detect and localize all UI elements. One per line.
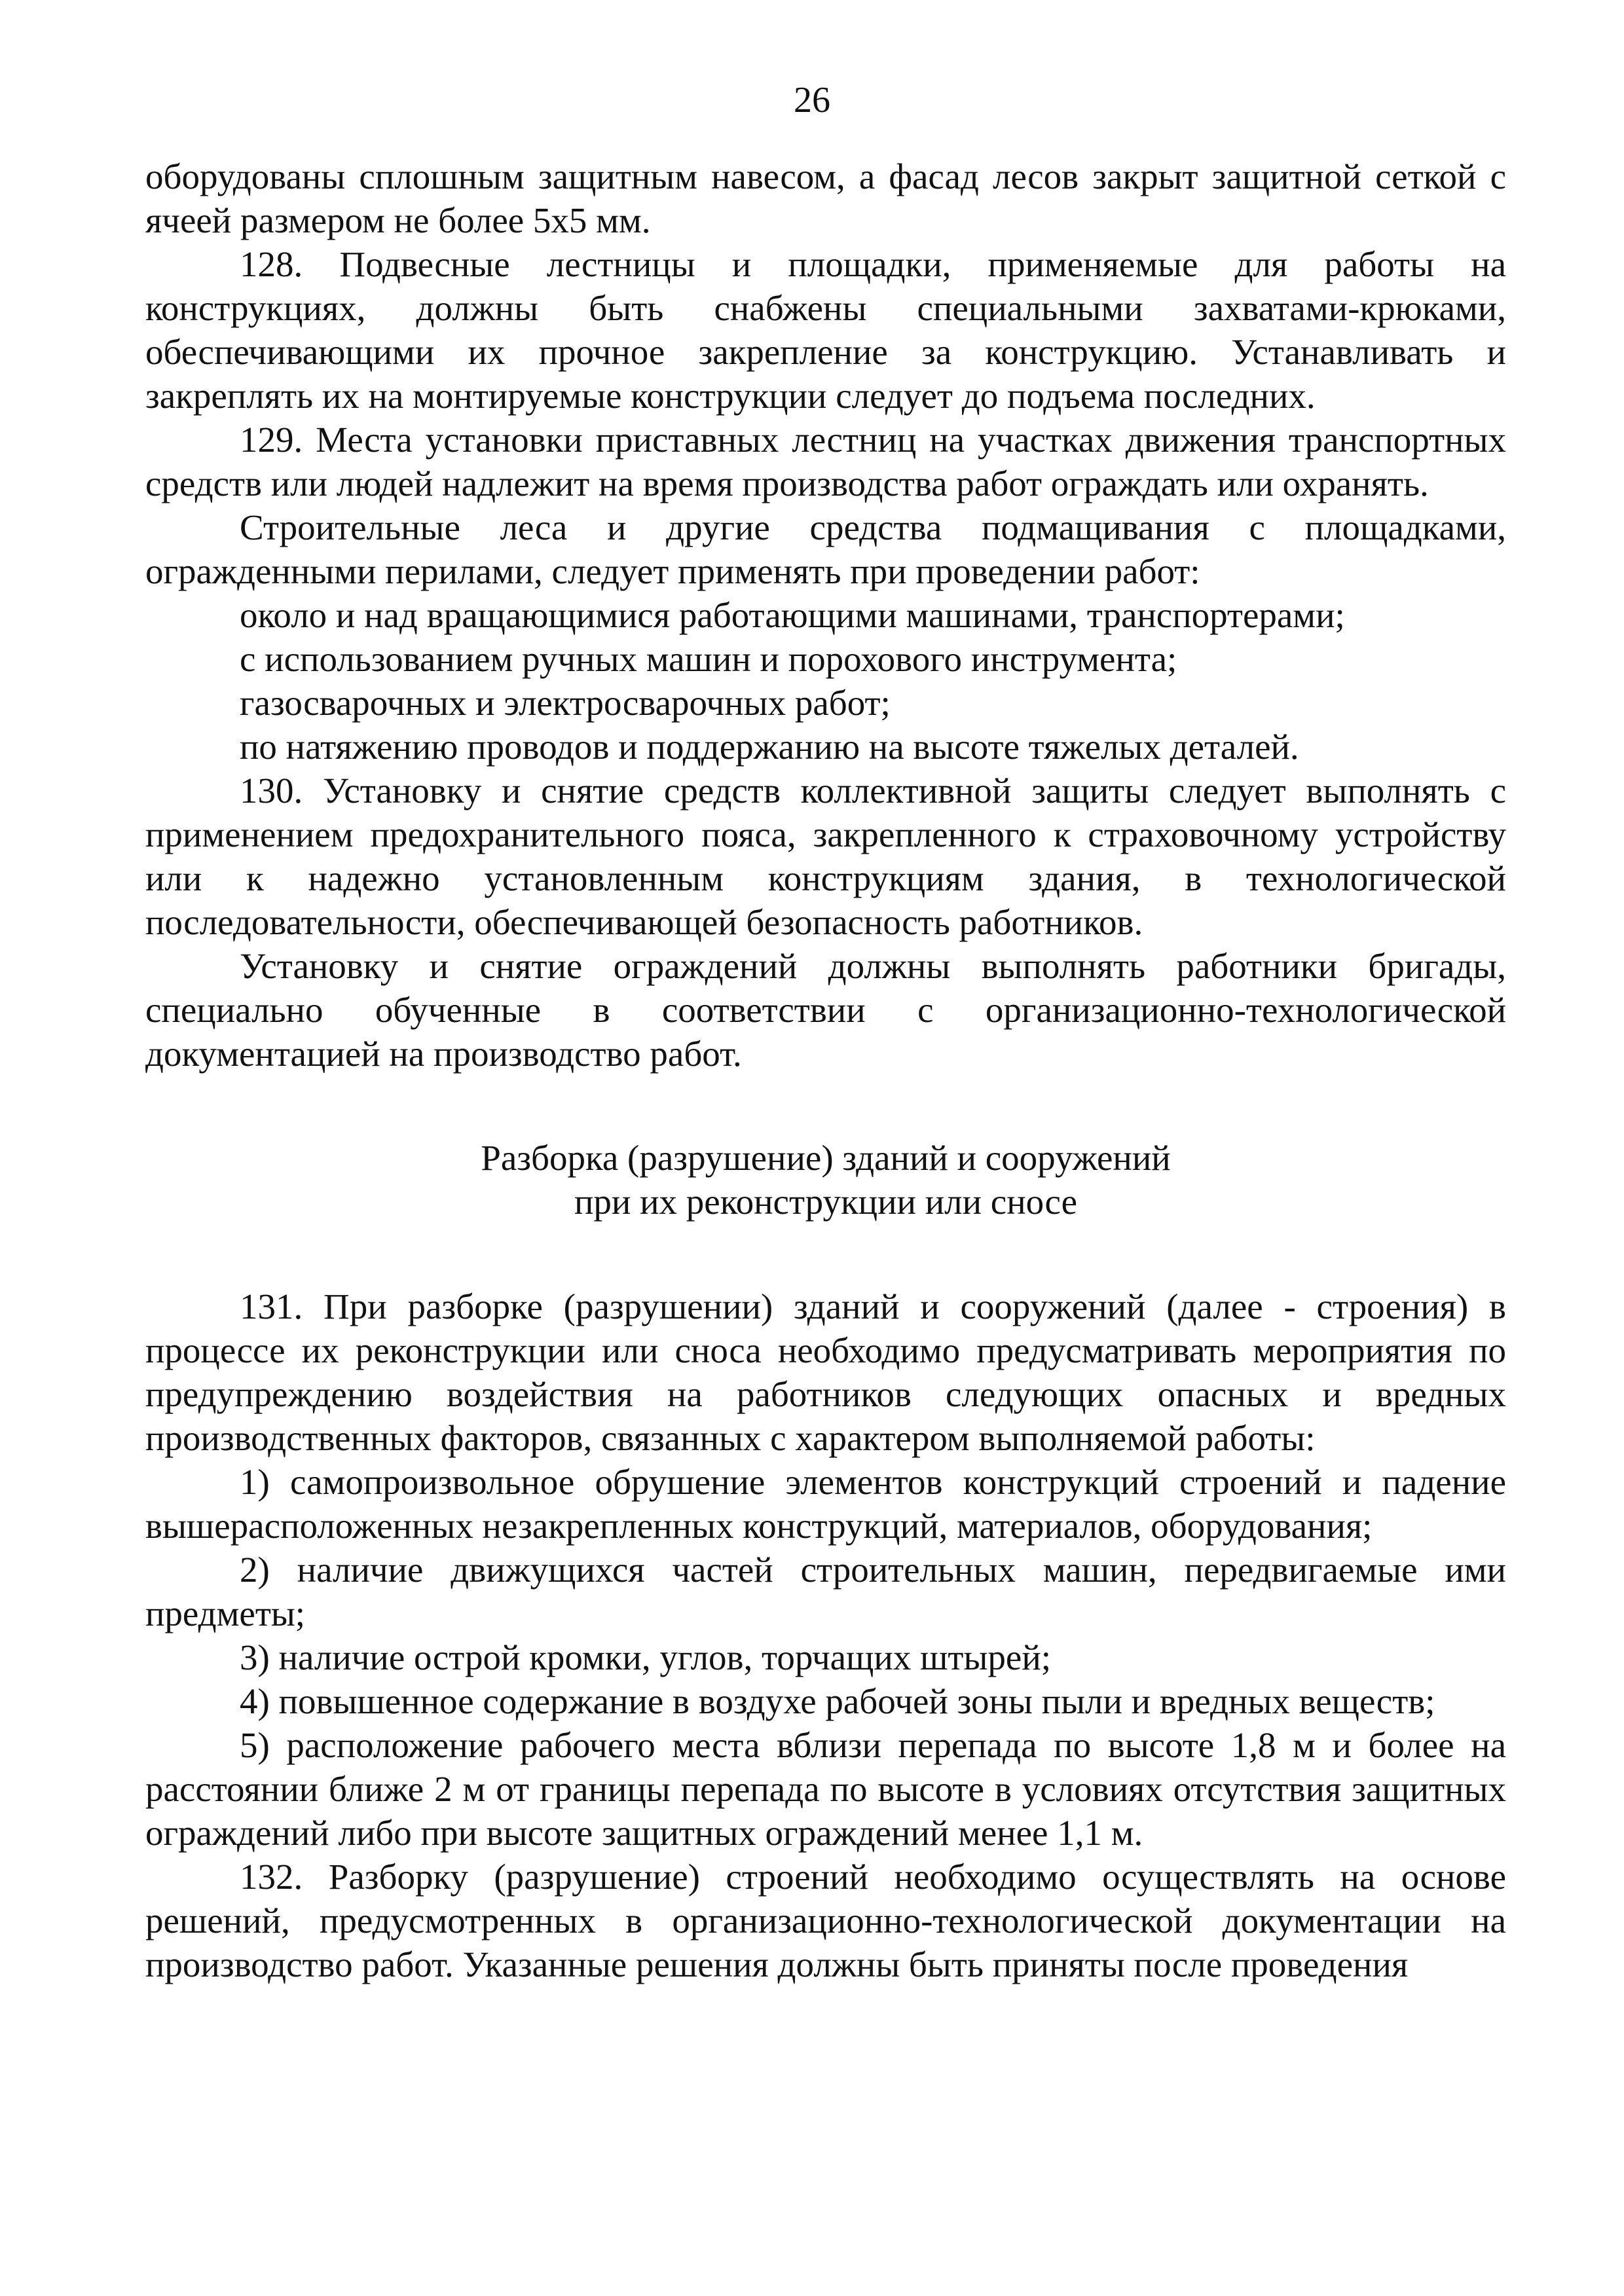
list-line-wires: по натяжению проводов и поддержанию на высоте тяжелых деталей. xyxy=(240,727,1299,767)
section-heading-line-2: при их реконструкции или сносе xyxy=(574,1182,1077,1222)
hazard-item-5: 5) расположение рабочего места вблизи перепада по высоте 1,8 м и более на расстоянии ближе 2 м от границы перепада по высоте в условиях отсутствия защитных ограждений либо при высоте защитных ограждений менее 1,1 м. xyxy=(145,1725,1506,1853)
paragraph-item-131: 131. При разборке (разрушении) зданий и сооружений (далее - строения) в процессе их реконструкции или сноса необходимо предусматривать мероприятия по предупреждению воздействия на работников следующих опасных и вредных производственных факторов, связанных с характером выполняемой работы: xyxy=(145,1286,1506,1458)
hazard-item-4: 4) повышенное содержание в воздухе рабочей зоны пыли и вредных веществ; xyxy=(240,1681,1435,1721)
hazard-item-3: 3) наличие острой кромки, углов, торчащих штырей; xyxy=(240,1637,1052,1677)
paragraph-item-128: 128. Подвесные лестницы и площадки, применяемые для работы на конструкциях, должны быть снабжены специальными захватами-крюками, обеспечивающими их прочное закрепление за конструкцию. Устанавливать и закреплять их на монтируемые конструкции следует до подъема последних. xyxy=(145,244,1506,416)
list-line-rotating-machines: около и над вращающимися работающими машинами, транспортерами; xyxy=(240,595,1345,635)
list-line-welding: газосварочных и электросварочных работ; xyxy=(240,683,891,723)
paragraph-fences: Установку и снятие ограждений должны выполнять работники бригады, специально обученные в соответствии с организационно-технологической документацией на производство работ. xyxy=(145,946,1506,1074)
paragraph-continuation: оборудованы сплошным защитным навесом, а фасад лесов закрыт защитной сеткой с ячеей размером не более 5x5 мм. xyxy=(145,156,1506,240)
hazard-item-1: 1) самопроизвольное обрушение элементов конструкций строений и падение вышерасположенных незакрепленных конструкций, материалов, оборудования; xyxy=(145,1462,1506,1546)
hazard-item-2: 2) наличие движущихся частей строительных машин, передвигаемые ими предметы; xyxy=(145,1550,1506,1633)
paragraph-item-129: 129. Места установки приставных лестниц на участках движения транспортных средств или людей надлежит на время производства работ ограждать или охранять. xyxy=(145,420,1506,503)
page-number: 26 xyxy=(794,80,830,120)
section-heading-line-1: Разборка (разрушение) зданий и сооружений xyxy=(481,1138,1171,1178)
paragraph-item-130: 130. Установку и снятие средств коллективной защиты следует выполнять с применением предохранительного пояса, закрепленного к страховочному устройству или к надежно установленным конструкциям здания, в технологической последовательности, обеспечивающей безопасность работников. xyxy=(145,771,1506,942)
section-heading xyxy=(145,1136,1506,1224)
paragraph-item-132: 132. Разборку (разрушение) строений необходимо осуществлять на основе решений, предусмотренных в организационно-технологической документации на производство работ. Указанные решения должны быть приняты после проведения xyxy=(145,1857,1506,1984)
document-body xyxy=(145,155,1506,1986)
list-line-hand-machines: с использованием ручных машин и порохового инструмента; xyxy=(240,639,1177,679)
paragraph-scaffolding: Строительные леса и другие средства подмащивания с площадками, огражденными перилами, следует применять при проведении работ: xyxy=(145,507,1506,591)
